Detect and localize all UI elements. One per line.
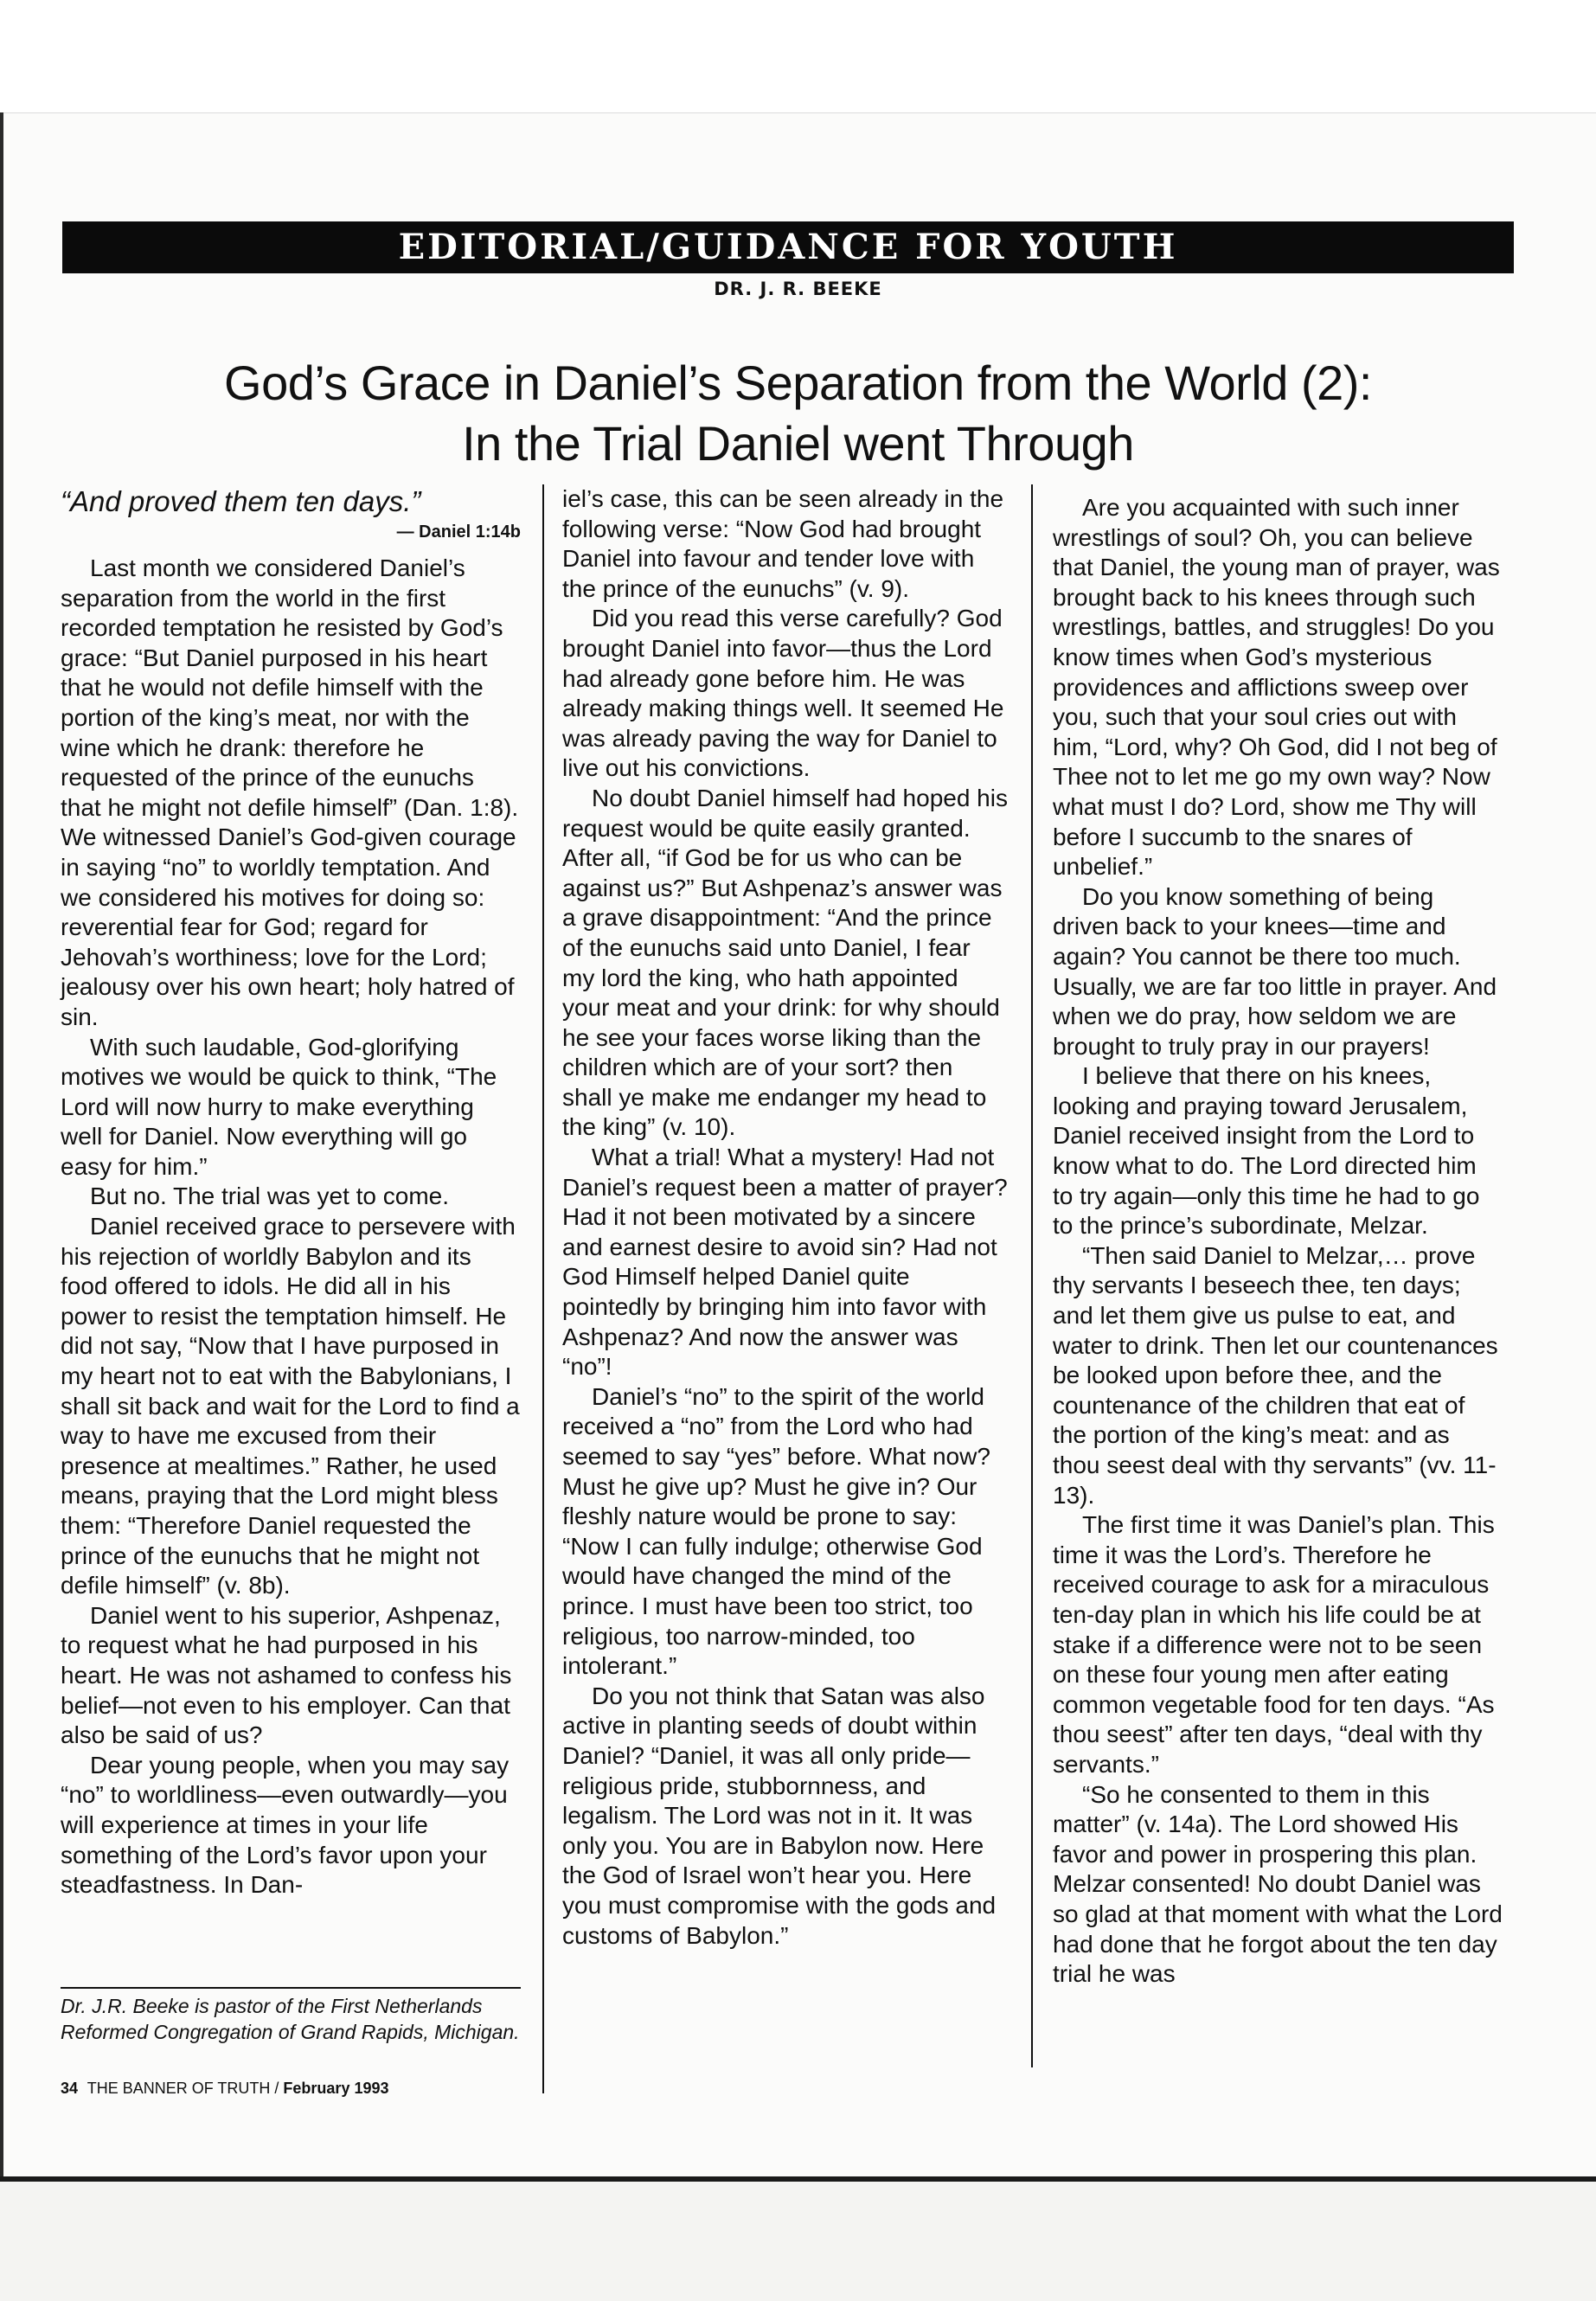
paragraph: I believe that there on his knees, looking and praying toward Jerusalem, Daniel received insight from the Lord to know what to do. The Lord directed him to try again—only this time he had to go to the prince’s subordinate, Melzar. [1053, 1062, 1480, 1240]
paragraph: No doubt Daniel himself had hoped his request would be quite easily granted. After all, “if God be for us who can be against us?” But Ashpenaz’s answer was a grave disappointment: “And the prince of the eunuchs said unto Daniel, I fear my lord the king, who hath appointed your meat and your drink: for why should he see your faces worse liking than the children which are of your sort? then shall ye make me endanger my head to the king” (v. 10). [562, 784, 1008, 1141]
page-number: 34 [61, 2080, 79, 2097]
page-footer [61, 2080, 389, 2098]
column-3 [1053, 493, 1503, 1990]
paragraph: iel’s case, this can be seen already in the following verse: “Now God had brought Daniel into favour and tender love with the prince of the eunuchs” (v. 9). [562, 485, 1004, 602]
column-2 [562, 484, 1008, 1951]
paragraph: Daniel received grace to persevere with his rejection of worldly Babylon and its food offered to idols. He did all in his power to resist the temptation himself. He did not say, “Now that I have purposed in my heart not to eat with the Babylonians, I shall sit back and wait for the Lord to find a way to have me excused from their presence at mealtimes.” Rather, he used means, praying that the Lord might bless them: “Therefore Daniel requested the prince of the eunuchs that he might not defile himself” (v. 8b). [61, 1213, 520, 1599]
paragraph: “So he consented to them in this matter” (v. 14a). The Lord showed His favor and power in prospering this plan. Melzar consented! No doubt Daniel was so glad at that moment with what the Lord had done that he forgot about the ten day trial he was [1053, 1780, 1503, 1988]
paragraph: Daniel’s “no” to the spirit of the world received a “no” from the Lord who had seemed to say “yes” before. What now? Must he give up? Must he give in? Our fleshly nature would be prone to say: “Now I can fully indulge; otherwise God would have changed the mind of the prince. I must have been too strict, too religious, too narrow-minded, too intolerant.” [562, 1382, 990, 1680]
paragraph: With such laudable, God-glorifying motives we would be quick to think, “The Lord will now hurry to make everything well for Daniel. Now everything will go easy for him.” [61, 1033, 497, 1180]
author-byline: DR. J. R. BEEKE [714, 279, 882, 299]
column-divider [542, 484, 544, 2093]
column-1 [61, 481, 521, 1900]
paragraph: Dear young people, when you may say “no” to worldliness—even outwardly—you will experience at times in your life something of the Lord’s favor upon your steadfastness. In Dan- [61, 1751, 510, 1899]
page-top-margin [0, 0, 1596, 113]
paragraph: Are you acquainted with such inner wrestlings of soul? Oh, you can believe that Daniel, the young man of prayer, was brought back to his knees through such wrestlings, battles, and struggles! Do you know times when God’s mysterious providences and afflictions sweep over you, such that your soul cries out with him, “Lord, why? Oh God, did I not beg of Thee not to let me go my own way? Now what must I do? Lord, show me Thy will before I succumb to the snares of unbelief.” [1053, 494, 1500, 881]
page-bottom-margin [0, 2182, 1596, 2301]
title-line-1: God’s Grace in Daniel’s Separation from the World (2): [224, 356, 1372, 410]
paragraph: Do you know something of being driven back to your knees—time and again? You cannot be there too much. Usually, we are far too little in prayer. And when we do pray, how seldom we are brought to truly pray in our prayers! [1053, 882, 1497, 1060]
paragraph: Did you read this verse carefully? God brought Daniel into favor—thus the Lord had already gone before him. He was already making things well. It seemed He was already paving the way for Daniel to live out his convictions. [562, 605, 1004, 782]
paragraph: Do you not think that Satan was also active in planting seeds of doubt within Daniel? “Daniel, it was all only pride—religious pride, stubbornness, and legalism. The Lord was not in it. It was only you. You are in Babylon now. Here the God of Israel won’t hear you. Here you must compromise with the gods and customs of Babylon.” [562, 1682, 997, 1949]
paragraph: What a trial! What a mystery! Had not Daniel’s request been a matter of prayer? Had it not been motivated by a sincere and earnest desire to avoid sin? Had not God Himself helped Daniel quite pointedly by bringing him into favor with Ashpenaz? And now the answer was “no”! [562, 1144, 1008, 1381]
title-line-2: In the Trial Daniel went Through [462, 416, 1134, 471]
issue-date: February 1993 [283, 2080, 389, 2097]
epigraph-quote: “And proved them ten days.” [61, 485, 421, 517]
author-footnote: Dr. J.R. Beeke is pastor of the First Netherlands Reformed Congregation of Grand Rapids, Michigan. [61, 1995, 520, 2043]
epigraph-reference: — Daniel 1:14b [396, 522, 521, 542]
article-title [0, 353, 1596, 474]
column-divider [1031, 484, 1033, 2067]
paragraph: Daniel went to his superior, Ashpenaz, to request what he had purposed in his heart. He was not ashamed to confess his belief—not even to his employer. Can that also be said of us? [61, 1601, 512, 1749]
paragraph: But no. The trial was yet to come. [90, 1183, 450, 1210]
paragraph: Last month we considered Daniel’s separation from the world in the first recorded temptation he resisted by God’s grace: “But Daniel purposed in his heart that he would not defile himself with the portion of the king’s meat, nor with the wine which he drank: therefore he requested of the prince of the eunuchs that he might not defile himself” (Dan. 1:8). We witnessed Daniel’s God-given courage in saying “no” to worldly temptation. And we considered his motives for doing so: reverential fear for God; regard for Jehovah’s worthiness; love for the Lord; jealousy over his own heart; holy hatred of sin. [61, 554, 519, 1030]
footnote-divider [61, 1987, 521, 1989]
publication-name: THE BANNER OF TRUTH / [87, 2080, 279, 2097]
paragraph: The first time it was Daniel’s plan. This time it was the Lord’s. Therefore he received courage to ask for a miraculous ten-day plan in which his life could be at stake if a difference were not to be seen on these four young men after eating common vegetable food for ten days. “As thou seest” after ten days, “deal with thy servants.” [1053, 1511, 1495, 1778]
section-banner: EDITORIAL/GUIDANCE FOR YOUTH [62, 221, 1514, 273]
paragraph: “Then said Daniel to Melzar,… prove thy servants I beseech thee, ten days; and let them give us pulse to eat, and water to drink. Then let our countenances be looked upon before thee, and the countenance of the children that eat of the portion of the king’s meat: and as thou seest deal with thy servants” (vv. 11-13). [1053, 1241, 1498, 1509]
